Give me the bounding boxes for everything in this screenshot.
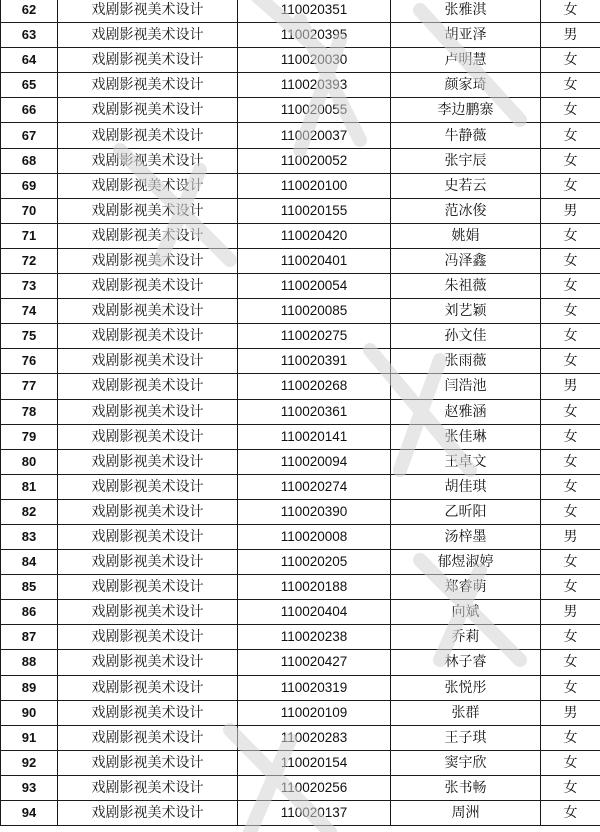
student-name-cell: 汤梓墨 — [391, 524, 541, 549]
major-cell: 戏剧影视美术设计 — [58, 274, 238, 299]
exam-id-cell: 110020054 — [238, 274, 391, 299]
student-name-cell: 张雅淇 — [391, 0, 541, 23]
major-cell: 戏剧影视美术设计 — [58, 374, 238, 399]
row-number: 79 — [1, 424, 58, 449]
student-name-cell: 张宇辰 — [391, 148, 541, 173]
student-name-cell: 闫浩池 — [391, 374, 541, 399]
table-row — [1, 0, 600, 23]
gender-cell: 男 — [541, 524, 600, 549]
gender-cell: 女 — [541, 775, 600, 800]
student-name-cell: 颜家琦 — [391, 73, 541, 98]
student-name-cell: 张群 — [391, 700, 541, 725]
row-number: 86 — [1, 600, 58, 625]
student-name-cell: 乔莉 — [391, 625, 541, 650]
exam-id-cell: 110020238 — [238, 625, 391, 650]
student-name-cell: 张书畅 — [391, 775, 541, 800]
student-name-cell: 张佳琳 — [391, 424, 541, 449]
exam-id-cell: 110020154 — [238, 750, 391, 775]
student-name-cell: 刘艺颖 — [391, 299, 541, 324]
table-row — [1, 600, 600, 625]
student-name-cell: 朱祖薇 — [391, 274, 541, 299]
gender-cell: 女 — [541, 173, 600, 198]
gender-cell: 男 — [541, 700, 600, 725]
exam-id-cell: 110020085 — [238, 299, 391, 324]
row-number: 93 — [1, 775, 58, 800]
student-name-cell: 卢明慧 — [391, 48, 541, 73]
student-name-cell: 王子琪 — [391, 725, 541, 750]
table-row — [1, 248, 600, 273]
row-number: 70 — [1, 198, 58, 223]
student-name-cell: 乙昕阳 — [391, 499, 541, 524]
gender-cell: 男 — [541, 600, 600, 625]
major-cell: 戏剧影视美术设计 — [58, 801, 238, 826]
major-cell: 戏剧影视美术设计 — [58, 700, 238, 725]
major-cell: 戏剧影视美术设计 — [58, 324, 238, 349]
row-number: 92 — [1, 750, 58, 775]
gender-cell: 女 — [541, 675, 600, 700]
gender-cell: 女 — [541, 424, 600, 449]
major-cell: 戏剧影视美术设计 — [58, 173, 238, 198]
exam-id-cell: 110020319 — [238, 675, 391, 700]
exam-id-cell: 110020256 — [238, 775, 391, 800]
gender-cell: 女 — [541, 750, 600, 775]
exam-id-cell: 110020205 — [238, 550, 391, 575]
table-row — [1, 274, 600, 299]
row-number: 69 — [1, 173, 58, 198]
major-cell: 戏剧影视美术设计 — [58, 625, 238, 650]
major-cell: 戏剧影视美术设计 — [58, 299, 238, 324]
exam-id-cell: 110020268 — [238, 374, 391, 399]
row-number: 82 — [1, 499, 58, 524]
table-row — [1, 173, 600, 198]
row-number: 76 — [1, 349, 58, 374]
gender-cell: 男 — [541, 374, 600, 399]
gender-cell: 女 — [541, 324, 600, 349]
roster-body — [1, 0, 600, 826]
major-cell: 戏剧影视美术设计 — [58, 524, 238, 549]
row-number: 87 — [1, 625, 58, 650]
exam-id-cell: 110020100 — [238, 173, 391, 198]
gender-cell: 女 — [541, 575, 600, 600]
student-name-cell: 牛静薇 — [391, 123, 541, 148]
table-row — [1, 424, 600, 449]
table-row — [1, 524, 600, 549]
table-row — [1, 750, 600, 775]
gender-cell: 女 — [541, 299, 600, 324]
row-number: 67 — [1, 123, 58, 148]
gender-cell: 女 — [541, 625, 600, 650]
row-number: 89 — [1, 675, 58, 700]
table-row — [1, 449, 600, 474]
student-name-cell: 郑睿萌 — [391, 575, 541, 600]
student-name-cell: 姚娟 — [391, 223, 541, 248]
student-name-cell: 张雨薇 — [391, 349, 541, 374]
gender-cell: 女 — [541, 73, 600, 98]
major-cell: 戏剧影视美术设计 — [58, 23, 238, 48]
exam-id-cell: 110020052 — [238, 148, 391, 173]
row-number: 81 — [1, 474, 58, 499]
major-cell: 戏剧影视美术设计 — [58, 98, 238, 123]
gender-cell: 女 — [541, 148, 600, 173]
exam-id-cell: 110020395 — [238, 23, 391, 48]
gender-cell: 女 — [541, 274, 600, 299]
row-number: 90 — [1, 700, 58, 725]
row-number: 85 — [1, 575, 58, 600]
row-number: 94 — [1, 801, 58, 826]
exam-id-cell: 110020141 — [238, 424, 391, 449]
table-row — [1, 399, 600, 424]
student-name-cell: 胡亚泽 — [391, 23, 541, 48]
table-row — [1, 775, 600, 800]
table-row — [1, 23, 600, 48]
exam-id-cell: 110020420 — [238, 223, 391, 248]
row-number: 65 — [1, 73, 58, 98]
major-cell: 戏剧影视美术设计 — [58, 725, 238, 750]
gender-cell: 女 — [541, 223, 600, 248]
gender-cell: 女 — [541, 550, 600, 575]
exam-id-cell: 110020037 — [238, 123, 391, 148]
major-cell: 戏剧影视美术设计 — [58, 550, 238, 575]
row-number: 80 — [1, 449, 58, 474]
gender-cell: 女 — [541, 399, 600, 424]
exam-id-cell: 110020404 — [238, 600, 391, 625]
major-cell: 戏剧影视美术设计 — [58, 449, 238, 474]
row-number: 62 — [1, 0, 58, 23]
gender-cell: 女 — [541, 499, 600, 524]
student-name-cell: 孙文佳 — [391, 324, 541, 349]
exam-id-cell: 110020188 — [238, 575, 391, 600]
table-row — [1, 550, 600, 575]
row-number: 72 — [1, 248, 58, 273]
table-row — [1, 73, 600, 98]
major-cell: 戏剧影视美术设计 — [58, 775, 238, 800]
major-cell: 戏剧影视美术设计 — [58, 750, 238, 775]
exam-id-cell: 110020055 — [238, 98, 391, 123]
table-row — [1, 650, 600, 675]
table-row — [1, 700, 600, 725]
student-name-cell: 胡佳琪 — [391, 474, 541, 499]
table-row — [1, 499, 600, 524]
gender-cell: 女 — [541, 349, 600, 374]
exam-id-cell: 110020361 — [238, 399, 391, 424]
gender-cell: 男 — [541, 23, 600, 48]
row-number: 66 — [1, 98, 58, 123]
gender-cell: 女 — [541, 98, 600, 123]
major-cell: 戏剧影视美术设计 — [58, 0, 238, 23]
table-row — [1, 625, 600, 650]
table-row — [1, 374, 600, 399]
table-row — [1, 123, 600, 148]
table-row — [1, 48, 600, 73]
row-number: 78 — [1, 399, 58, 424]
table-row — [1, 474, 600, 499]
student-name-cell: 郁煜淑婷 — [391, 550, 541, 575]
major-cell: 戏剧影视美术设计 — [58, 424, 238, 449]
table-row — [1, 299, 600, 324]
row-number: 63 — [1, 23, 58, 48]
table-row — [1, 198, 600, 223]
table-row — [1, 725, 600, 750]
table-row — [1, 801, 600, 826]
gender-cell: 女 — [541, 248, 600, 273]
row-number: 71 — [1, 223, 58, 248]
gender-cell: 女 — [541, 0, 600, 23]
exam-id-cell: 110020008 — [238, 524, 391, 549]
table-row — [1, 324, 600, 349]
exam-id-cell: 110020094 — [238, 449, 391, 474]
row-number: 84 — [1, 550, 58, 575]
exam-id-cell: 110020274 — [238, 474, 391, 499]
table-row — [1, 98, 600, 123]
major-cell: 戏剧影视美术设计 — [58, 349, 238, 374]
gender-cell: 女 — [541, 650, 600, 675]
exam-id-cell: 110020137 — [238, 801, 391, 826]
gender-cell: 男 — [541, 198, 600, 223]
exam-id-cell: 110020391 — [238, 349, 391, 374]
row-number: 73 — [1, 274, 58, 299]
student-name-cell: 赵雅涵 — [391, 399, 541, 424]
gender-cell: 女 — [541, 123, 600, 148]
gender-cell: 女 — [541, 48, 600, 73]
major-cell: 戏剧影视美术设计 — [58, 198, 238, 223]
gender-cell: 女 — [541, 449, 600, 474]
exam-id-cell: 110020351 — [238, 0, 391, 23]
row-number: 77 — [1, 374, 58, 399]
student-name-cell: 冯泽鑫 — [391, 248, 541, 273]
row-number: 83 — [1, 524, 58, 549]
student-name-cell: 张悦彤 — [391, 675, 541, 700]
row-number: 64 — [1, 48, 58, 73]
row-number: 68 — [1, 148, 58, 173]
major-cell: 戏剧影视美术设计 — [58, 123, 238, 148]
student-name-cell: 王卓文 — [391, 449, 541, 474]
row-number: 88 — [1, 650, 58, 675]
major-cell: 戏剧影视美术设计 — [58, 148, 238, 173]
table-row — [1, 223, 600, 248]
major-cell: 戏剧影视美术设计 — [58, 675, 238, 700]
major-cell: 戏剧影视美术设计 — [58, 73, 238, 98]
gender-cell: 女 — [541, 725, 600, 750]
exam-id-cell: 110020275 — [238, 324, 391, 349]
exam-id-cell: 110020030 — [238, 48, 391, 73]
major-cell: 戏剧影视美术设计 — [58, 499, 238, 524]
major-cell: 戏剧影视美术设计 — [58, 223, 238, 248]
exam-id-cell: 110020155 — [238, 198, 391, 223]
major-cell: 戏剧影视美术设计 — [58, 650, 238, 675]
exam-id-cell: 110020283 — [238, 725, 391, 750]
row-number: 75 — [1, 324, 58, 349]
major-cell: 戏剧影视美术设计 — [58, 248, 238, 273]
row-number: 91 — [1, 725, 58, 750]
student-name-cell: 林子睿 — [391, 650, 541, 675]
gender-cell: 女 — [541, 801, 600, 826]
student-name-cell: 史若云 — [391, 173, 541, 198]
exam-id-cell: 110020427 — [238, 650, 391, 675]
major-cell: 戏剧影视美术设计 — [58, 575, 238, 600]
table-row — [1, 349, 600, 374]
exam-id-cell: 110020401 — [238, 248, 391, 273]
table-row — [1, 148, 600, 173]
table-row — [1, 675, 600, 700]
exam-id-cell: 110020390 — [238, 499, 391, 524]
major-cell: 戏剧影视美术设计 — [58, 399, 238, 424]
exam-id-cell: 110020393 — [238, 73, 391, 98]
student-name-cell: 范冰俊 — [391, 198, 541, 223]
row-number: 74 — [1, 299, 58, 324]
student-name-cell: 周洲 — [391, 801, 541, 826]
major-cell: 戏剧影视美术设计 — [58, 600, 238, 625]
student-name-cell: 窦宇欣 — [391, 750, 541, 775]
exam-id-cell: 110020109 — [238, 700, 391, 725]
student-name-cell: 李边鹏寨 — [391, 98, 541, 123]
major-cell: 戏剧影视美术设计 — [58, 48, 238, 73]
gender-cell: 女 — [541, 474, 600, 499]
table-row — [1, 575, 600, 600]
major-cell: 戏剧影视美术设计 — [58, 474, 238, 499]
student-name-cell: 向斌 — [391, 600, 541, 625]
